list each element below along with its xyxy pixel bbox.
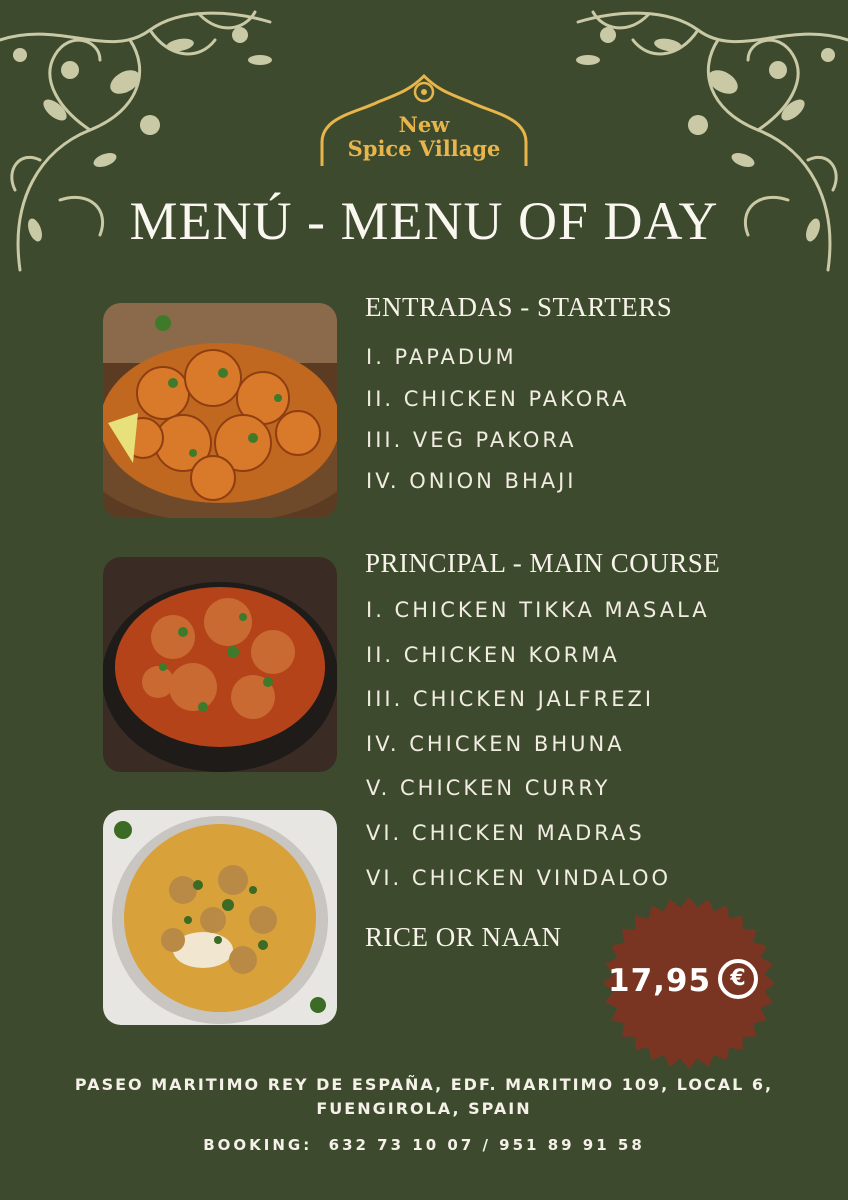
main-course-item: II. CHICKEN KORMA — [366, 643, 620, 667]
price-badge — [600, 897, 778, 1069]
main-course-item: I. CHICKEN TIKKA MASALA — [366, 598, 710, 622]
starters-section-title: ENTRADAS - STARTERS — [365, 292, 673, 322]
starter-item: IV. ONION BHAJI — [366, 469, 577, 493]
main-course-item: VI. CHICKEN MADRAS — [366, 821, 645, 845]
starter-item: II. CHICKEN PAKORA — [366, 387, 630, 411]
side-title: RICE OR NAAN — [365, 922, 562, 952]
logo-text-new: New — [398, 112, 450, 137]
curry-photo — [103, 810, 337, 1025]
logo-text-spice-village: Spice Village — [347, 136, 501, 161]
main-course-item: IV. CHICKEN BHUNA — [366, 732, 625, 756]
booking-info: BOOKING: 632 73 10 07 / 951 89 91 58 — [203, 1136, 645, 1154]
main-course-item: V. CHICKEN CURRY — [366, 776, 611, 800]
starters-photo — [103, 303, 337, 518]
page-title: MENÚ - MENU OF DAY — [129, 191, 719, 251]
price-amount: 17,95 — [608, 963, 712, 999]
euro-icon: € — [718, 959, 758, 999]
address-line-2: FUENGIROLA, SPAIN — [316, 1099, 532, 1118]
starter-item: I. PAPADUM — [366, 345, 517, 369]
main-course-item: III. CHICKEN JALFREZI — [366, 687, 655, 711]
restaurant-logo — [318, 72, 530, 172]
address-line-1: PASEO MARITIMO REY DE ESPAÑA, EDF. MARITIMO 109, LOCAL 6, — [74, 1075, 774, 1094]
main-course-item: VI. CHICKEN VINDALOO — [366, 866, 672, 890]
main-course-photo — [103, 557, 337, 772]
main-course-section-title: PRINCIPAL - MAIN COURSE — [365, 548, 721, 578]
starter-item: III. VEG PAKORA — [366, 428, 577, 452]
